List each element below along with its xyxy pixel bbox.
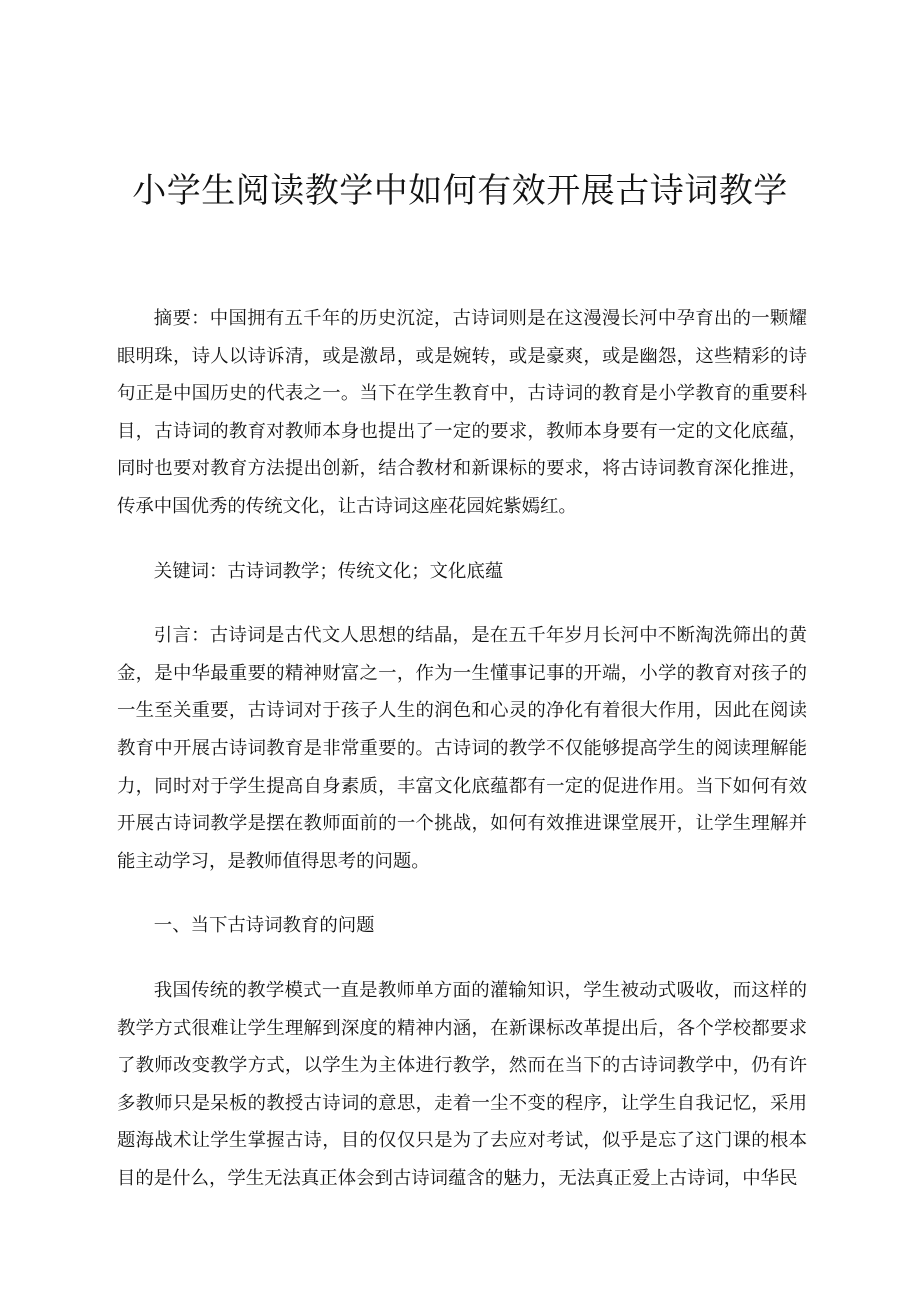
introduction-paragraph: 引言：古诗词是古代文人思想的结晶，是在五千年岁月长河中不断淘洗筛出的黄金，是中华最重要的精神财富之一，作为一生懂事记事的开端，小学的教育对孩子的一生至关重要，古诗词对于孩子人生的润色和心灵的净化有着很大作用，因此在阅读教育中开展古诗词教育是非常重要的。古诗词的教学不仅能够提高学生的阅读理解能力，同时对于学生提高自身素质，丰富文化底蕴都有一定的促进作用。当下如何有效开展古诗词教学是摆在教师面前的一个挑战，如何有效推进课堂展开，让学生理解并能主动学习，是教师值得思考的问题。 bbox=[117, 625, 807, 872]
document-title: 小学生阅读教学中如何有效开展古诗词教学 bbox=[132, 171, 788, 211]
abstract-paragraph: 摘要：中国拥有五千年的历史沉淀，古诗词则是在这漫漫长河中孕育出的一颗耀眼明珠，诗人以诗诉清，或是激昂，或是婉转，或是豪爽，或是幽怨，这些精彩的诗句正是中国历史的代表之一。当下在学生教育中，古诗词的教育是小学教育的重要科目，古诗词的教育对教师本身也提出了一定的要求，教师本身要有一定的文化底蕴，同时也要对教育方法提出创新，结合教材和新课标的要求，将古诗词教育深化推进，传承中国优秀的传统文化，让古诗词这座花园姹紫嫣红。 bbox=[117, 308, 807, 517]
section-heading: 一、当下古诗词教育的问题 bbox=[153, 915, 375, 937]
document-body bbox=[117, 300, 807, 1224]
keywords-paragraph: 关键词：古诗词教学；传统文化；文化底蕴 bbox=[153, 560, 504, 582]
section-paragraph: 我国传统的教学模式一直是教师单方面的灌输知识，学生被动式吸收，而这样的教学方式很难让学生理解到深度的精神内涵，在新课标改革提出后，各个学校都要求了教师改变教学方式，以学生为主体进行教学，然而在当下的古诗词教学中，仍有许多教师只是呆板的教授古诗词的意思，走着一尘不变的程序，让学生自我记忆，采用题海战术让学生掌握古诗，目的仅仅只是为了去应对考试，似乎是忘了这门课的根本目的是什么，学生无法真正体会到古诗词蕴含的魅力，无法真正爱上古诗词，中华民 bbox=[117, 979, 807, 1189]
